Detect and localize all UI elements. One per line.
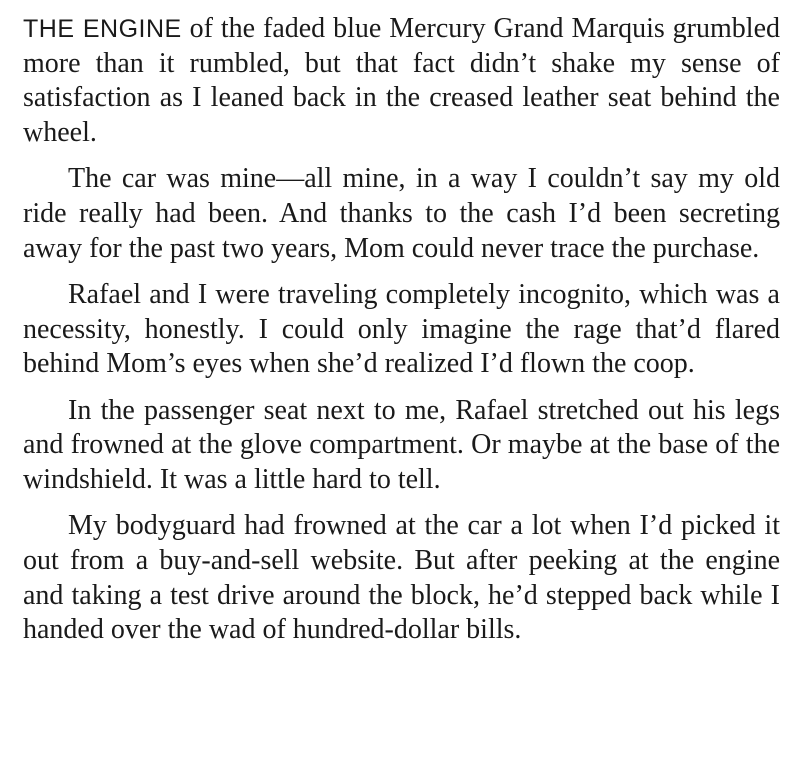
paragraph-5: My bodyguard had frowned at the car a lot when I’d picked it out from a buy-and-sell website. But after peeking at the engine and taking a test drive around the block, he’d stepped back while I handed over the wad of hundred-dollar bills. <box>23 510 780 646</box>
paragraph-3: Rafael and I were traveling completely incognito, which was a necessity, honestly. I could only imagine the rage that’d flared behind Mom’s eyes when she’d realized I’d flown the coop. <box>23 278 780 380</box>
paragraph-2: The car was mine—all mine, in a way I couldn’t say my old ride really had been. And thanks to the cash I’d been secreting away for the past two years, Mom could never trace the purchase. <box>23 163 780 264</box>
paragraph-4: In the passenger seat next to me, Rafael stretched out his legs and frowned at the glove compartment. Or maybe at the base of the windshield. It was a little hard to tell. <box>23 394 780 495</box>
paragraph-1-text: of the faded blue Mercury Grand Marquis grumbled more than it rumbled, but that fact didn’t shake my sense of satisfaction as I leaned back in the creased leather seat behind the wheel. <box>23 13 780 149</box>
paragraph-1 <box>23 12 780 151</box>
chapter-lead-in: THE ENGINE <box>23 15 182 43</box>
